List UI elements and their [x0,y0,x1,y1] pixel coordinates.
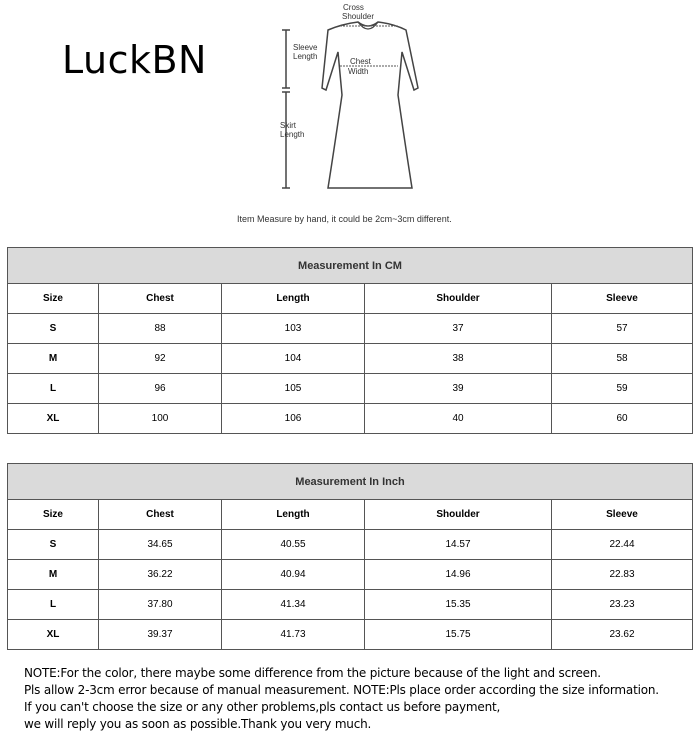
shoulder-cell: 39 [365,374,552,404]
shoulder-cell: 40 [365,404,552,434]
length-cell: 105 [222,374,365,404]
table-row [8,620,693,650]
shoulder-cell: 38 [365,344,552,374]
header-cell: Size [8,500,99,530]
table-row [8,344,693,374]
sleeve-cell: 23.62 [552,620,693,650]
length-cell: 41.34 [222,590,365,620]
chest-cell: 88 [99,314,222,344]
dress-measurement-diagram [240,0,480,205]
cross-shoulder-label-2: Shoulder [342,12,375,21]
sleeve-label-1: Sleeve [293,43,318,52]
table-title: Measurement In Inch [8,464,693,500]
inch-size-table [7,463,693,650]
note-line: we will reply you as soon as possible.Thank you very much. [24,717,372,731]
note-line: NOTE:For the color, there maybe some difference from the picture because of the light and screen. [24,666,601,680]
length-cell: 106 [222,404,365,434]
header-cell: Sleeve [552,284,693,314]
sleeve-cell: 60 [552,404,693,434]
sleeve-cell: 59 [552,374,693,404]
table-header-row [8,500,693,530]
shoulder-cell: 14.96 [365,560,552,590]
size-cell: XL [8,620,99,650]
header-cell: Shoulder [365,500,552,530]
header-cell: Size [8,284,99,314]
chest-label-1: Chest [350,57,371,66]
header-cell: Length [222,284,365,314]
sleeve-cell: 58 [552,344,693,374]
header-cell: Chest [99,500,222,530]
chest-cell: 36.22 [99,560,222,590]
chest-cell: 92 [99,344,222,374]
chest-cell: 96 [99,374,222,404]
table-row [8,314,693,344]
chest-cell: 34.65 [99,530,222,560]
size-cell: S [8,314,99,344]
sleeve-cell: 23.23 [552,590,693,620]
skirt-label-1: Skirt [280,121,296,130]
table-row [8,404,693,434]
size-cell: M [8,344,99,374]
shoulder-cell: 15.75 [365,620,552,650]
table-header-row [8,284,693,314]
chest-cell: 100 [99,404,222,434]
sleeve-cell: 22.83 [552,560,693,590]
size-cell: L [8,590,99,620]
measure-note: Item Measure by hand, it could be 2cm~3cm different. [237,214,452,224]
length-cell: 41.73 [222,620,365,650]
length-cell: 40.94 [222,560,365,590]
shoulder-cell: 37 [365,314,552,344]
table-row [8,530,693,560]
note-line: If you can't choose the size or any other problems,pls contact us before payment, [24,700,501,714]
size-cell: XL [8,404,99,434]
sleeve-cell: 57 [552,314,693,344]
table-row [8,374,693,404]
table-row [8,560,693,590]
length-cell: 103 [222,314,365,344]
length-cell: 40.55 [222,530,365,560]
header-cell: Length [222,500,365,530]
header-cell: Chest [99,284,222,314]
size-cell: L [8,374,99,404]
sleeve-label-2: Length [293,52,318,61]
header-cell: Sleeve [552,500,693,530]
dress-outline [322,22,418,188]
length-cell: 104 [222,344,365,374]
note-line: Pls allow 2-3cm error because of manual measurement. NOTE:Pls place order according the size information. [24,683,659,697]
shoulder-cell: 14.57 [365,530,552,560]
cm-size-table [7,247,693,434]
brand-logo-text: LuckBN [62,38,207,82]
chest-cell: 37.80 [99,590,222,620]
header-cell: Shoulder [365,284,552,314]
size-cell: M [8,560,99,590]
cross-shoulder-label-1: Cross [343,3,364,12]
table-row [8,590,693,620]
chest-cell: 39.37 [99,620,222,650]
sleeve-cell: 22.44 [552,530,693,560]
size-cell: S [8,530,99,560]
skirt-label-2: Length [280,130,305,139]
shoulder-cell: 15.35 [365,590,552,620]
notes-block [24,665,659,733]
table-title: Measurement In CM [8,248,693,284]
chest-label-2: Width [348,67,369,76]
